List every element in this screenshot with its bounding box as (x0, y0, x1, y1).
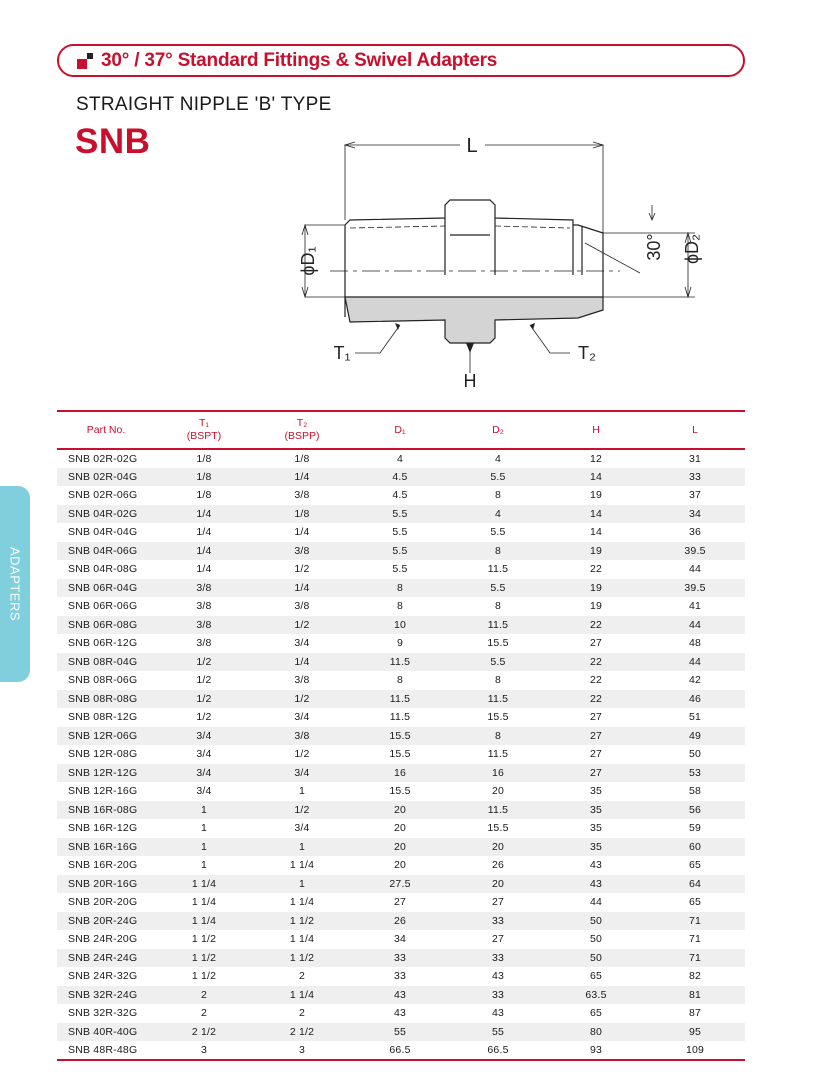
table-row (57, 671, 745, 690)
cell-l: 39.5 (645, 579, 745, 598)
cell-l: 58 (688, 785, 702, 798)
cell-l: 109 (645, 1041, 745, 1060)
cell-d1: 43 (351, 986, 449, 1005)
table-row (57, 597, 745, 616)
label-T1: T₁ (333, 343, 351, 363)
cell-t2: 3/8 (294, 674, 310, 687)
cell-d1: 15.5 (389, 748, 411, 761)
header-t2-label: T₂ (296, 417, 308, 429)
cell-t1: 3/4 (196, 785, 212, 798)
cell-t1: 1/4 (155, 505, 253, 524)
cell-h: 35 (547, 801, 645, 820)
cell-t1: 1 (155, 838, 253, 857)
cell-h: 22 (547, 653, 645, 672)
cell-d1: 26 (351, 912, 449, 931)
cell-part-no: SNB 06R-12G (68, 637, 138, 650)
cell-d1: 5.5 (351, 542, 449, 561)
cell-d2: 11.5 (487, 563, 509, 576)
cell-h: 27 (547, 727, 645, 746)
cell-l: 60 (645, 838, 745, 857)
table-row (57, 523, 745, 542)
cell-t1: 1/4 (155, 542, 253, 561)
section-squares-icon (77, 53, 93, 69)
section-title: 30° / 37° Standard Fittings & Swivel Adapters (101, 49, 498, 71)
cell-l: 34 (645, 505, 745, 524)
cell-t1: 3/4 (155, 764, 253, 783)
cell-t2: 1 (298, 785, 306, 798)
cell-t2: 1 1/4 (289, 933, 315, 946)
table-row (57, 708, 745, 727)
cell-t1: 1/8 (196, 489, 212, 502)
cell-t2: 1/2 (253, 690, 351, 709)
cell-d2: 27 (491, 896, 505, 909)
cell-t2: 1 1/4 (289, 896, 315, 909)
cell-d2: 20 (449, 838, 547, 857)
cell-t2: 3 (253, 1041, 351, 1060)
cell-d1: 5.5 (351, 505, 449, 524)
cell-l: 44 (645, 653, 745, 672)
cell-t1: 3/4 (196, 748, 212, 761)
table-body (57, 449, 745, 1060)
table-row (57, 838, 745, 857)
cell-part-no: SNB 16R-20G (68, 859, 138, 872)
cell-t1: 1 1/4 (155, 875, 253, 894)
cell-l: 46 (645, 690, 745, 709)
table-row (57, 930, 745, 949)
section-banner (57, 44, 745, 77)
cell-t2: 1/4 (294, 526, 310, 539)
cell-d2: 16 (449, 764, 547, 783)
table-row (57, 856, 745, 875)
cell-h: 14 (547, 468, 645, 487)
cell-h: 44 (589, 896, 603, 909)
cell-part-no: SNB 20R-20G (68, 896, 138, 909)
table-row (57, 893, 745, 912)
cell-d2: 55 (449, 1023, 547, 1042)
cell-t1: 2 1/2 (155, 1023, 253, 1042)
cell-h: 27 (589, 637, 603, 650)
cell-part-no: SNB 08R-08G (57, 690, 155, 709)
cell-l: 82 (688, 970, 702, 983)
cell-t1: 1/2 (196, 711, 212, 724)
cell-h: 50 (547, 912, 645, 931)
cell-d2: 5.5 (449, 579, 547, 598)
table-row (57, 616, 745, 635)
header-d1: D₁ (351, 411, 449, 449)
cell-part-no: SNB 08R-12G (68, 711, 138, 724)
cell-t1: 1 1/2 (191, 933, 217, 946)
cell-d2: 43 (491, 1007, 505, 1020)
table-row (57, 1004, 745, 1023)
header-t2-sub: (BSPP) (284, 430, 320, 442)
cell-d2: 66.5 (449, 1041, 547, 1060)
cell-d1: 5.5 (392, 563, 408, 576)
cell-l: 50 (688, 748, 702, 761)
cell-d2: 8 (449, 542, 547, 561)
cell-h: 14 (589, 526, 603, 539)
table-header-row (57, 411, 745, 449)
cell-h: 65 (589, 1007, 603, 1020)
cell-part-no: SNB 32R-24G (57, 986, 155, 1005)
cell-part-no: SNB 12R-06G (57, 727, 155, 746)
cell-t1: 1 1/4 (191, 896, 217, 909)
cell-l: 42 (688, 674, 702, 687)
cell-d1: 27.5 (351, 875, 449, 894)
product-subtitle: STRAIGHT NIPPLE 'B' TYPE (76, 94, 332, 115)
cell-d1: 15.5 (389, 785, 411, 798)
cell-part-no: SNB 06R-06G (68, 600, 138, 613)
table-row (57, 505, 745, 524)
cell-part-no: SNB 24R-24G (57, 949, 155, 968)
cell-t2: 2 1/2 (253, 1023, 351, 1042)
cell-t1: 3/8 (155, 616, 253, 635)
cell-h: 19 (547, 542, 645, 561)
cell-h: 19 (547, 579, 645, 598)
cell-d1: 11.5 (351, 690, 449, 709)
cell-d1: 66.5 (351, 1041, 449, 1060)
cell-h: 93 (547, 1041, 645, 1060)
cell-l: 36 (688, 526, 702, 539)
cell-t2: 3/4 (253, 764, 351, 783)
cell-t2: 1 1/4 (289, 859, 315, 872)
cell-d1: 15.5 (351, 727, 449, 746)
cell-l: 41 (688, 600, 702, 613)
cell-d2: 5.5 (449, 468, 547, 487)
cell-l: 33 (645, 468, 745, 487)
cell-d1: 20 (393, 822, 407, 835)
cell-h: 22 (589, 563, 603, 576)
cell-h: 43 (547, 875, 645, 894)
cell-t1: 3 (155, 1041, 253, 1060)
cell-l: 65 (688, 896, 702, 909)
cell-d2: 15.5 (487, 822, 509, 835)
cell-d2: 8 (494, 674, 502, 687)
header-t1 (155, 411, 253, 449)
cell-t2: 3/8 (294, 489, 310, 502)
cell-part-no: SNB 12R-12G (57, 764, 155, 783)
cell-d1: 4.5 (351, 468, 449, 487)
cell-part-no: SNB 12R-08G (68, 748, 138, 761)
cell-part-no: SNB 02R-02G (68, 452, 138, 465)
cell-h: 27 (589, 711, 603, 724)
cell-h: 22 (589, 674, 603, 687)
cell-d1: 8 (396, 600, 404, 613)
table-row (57, 486, 745, 505)
table-row (57, 449, 745, 468)
cell-t1: 3/8 (196, 637, 212, 650)
cell-d2: 26 (491, 859, 505, 872)
cell-d1: 9 (396, 637, 404, 650)
cell-d2: 15.5 (487, 637, 509, 650)
cell-part-no: SNB 02R-06G (68, 489, 138, 502)
cell-l: 49 (645, 727, 745, 746)
side-tab-label: ADAPTERS (7, 546, 23, 622)
cell-h: 27 (589, 748, 603, 761)
cell-d1: 20 (351, 838, 449, 857)
cell-d1: 11.5 (389, 711, 411, 724)
cell-part-no: SNB 20R-24G (57, 912, 155, 931)
cell-h: 14 (547, 505, 645, 524)
cell-d1: 8 (396, 674, 404, 687)
cell-h: 35 (547, 838, 645, 857)
cell-h: 80 (547, 1023, 645, 1042)
table-row (57, 690, 745, 709)
cell-t2: 1 (253, 838, 351, 857)
cell-l: 71 (645, 949, 745, 968)
cell-t2: 1/4 (253, 653, 351, 672)
cell-t2: 1 1/4 (253, 986, 351, 1005)
cell-h: 19 (589, 600, 603, 613)
cell-t2: 1/2 (294, 563, 310, 576)
cell-t2: 3/8 (253, 727, 351, 746)
cell-t2: 1 1/2 (253, 912, 351, 931)
cell-t2: 1/8 (294, 452, 310, 465)
header-d2: D₂ (449, 411, 547, 449)
header-t1-sub: (BSPT) (186, 430, 222, 442)
cell-d2: 33 (449, 949, 547, 968)
cell-h: 65 (589, 970, 603, 983)
label-angle: 30° (644, 233, 664, 261)
cell-d1: 34 (393, 933, 407, 946)
header-t1-label: T₁ (199, 417, 209, 429)
cell-t1: 3/8 (196, 600, 212, 613)
side-tab[interactable] (0, 486, 30, 682)
cell-t1: 1/4 (196, 563, 212, 576)
cell-d2: 11.5 (449, 801, 547, 820)
cell-t2: 1 1/2 (253, 949, 351, 968)
table-row (57, 579, 745, 598)
cell-part-no: SNB 32R-32G (68, 1007, 138, 1020)
header-l: L (645, 411, 745, 449)
cell-d2: 15.5 (487, 711, 509, 724)
cell-h: 50 (589, 933, 603, 946)
cell-d2: 11.5 (449, 616, 547, 635)
cell-part-no: SNB 04R-02G (57, 505, 155, 524)
cell-t1: 2 (155, 986, 253, 1005)
cell-d2: 8 (494, 489, 502, 502)
cell-part-no: SNB 08R-06G (68, 674, 138, 687)
cell-t2: 1/2 (253, 616, 351, 635)
table-row (57, 653, 745, 672)
cell-d2: 11.5 (487, 748, 509, 761)
table-row (57, 542, 745, 561)
cell-l: 64 (645, 875, 745, 894)
cell-d1: 27 (393, 896, 407, 909)
cell-l: 59 (688, 822, 702, 835)
cell-d1: 33 (393, 970, 407, 983)
label-H: H (463, 371, 477, 391)
cell-d2: 8 (494, 600, 502, 613)
cell-h: 35 (589, 785, 603, 798)
cell-l: 71 (645, 912, 745, 931)
cell-t1: 1/8 (155, 468, 253, 487)
cell-l: 65 (688, 859, 702, 872)
cell-t2: 1 (253, 875, 351, 894)
cell-l: 48 (688, 637, 702, 650)
cell-l: 39.5 (645, 542, 745, 561)
cell-d2: 4 (449, 505, 547, 524)
header-part-no: Part No. (57, 411, 155, 449)
cell-t2: 1/2 (294, 748, 310, 761)
table-row (57, 949, 745, 968)
cell-d1: 16 (351, 764, 449, 783)
cell-d1: 33 (351, 949, 449, 968)
cell-part-no: SNB 20R-16G (57, 875, 155, 894)
cell-d2: 8 (449, 727, 547, 746)
cell-part-no: SNB 04R-04G (68, 526, 138, 539)
cell-t1: 1/2 (155, 690, 253, 709)
cell-d2: 33 (449, 912, 547, 931)
cell-t1: 1 (200, 859, 208, 872)
cell-h: 27 (547, 764, 645, 783)
cell-t1: 1/2 (155, 653, 253, 672)
cell-t2: 1/2 (253, 801, 351, 820)
table-row (57, 782, 745, 801)
cell-d1: 20 (351, 801, 449, 820)
cell-d2: 4 (494, 452, 502, 465)
cell-d2: 27 (491, 933, 505, 946)
cell-t2: 3/8 (294, 600, 310, 613)
cell-t1: 1 1/4 (155, 912, 253, 931)
cell-part-no: SNB 08R-04G (57, 653, 155, 672)
fitting-diagram (290, 125, 730, 395)
cell-l: 44 (645, 616, 745, 635)
cell-h: 22 (547, 690, 645, 709)
table-row (57, 560, 745, 579)
cell-t2: 1/8 (253, 505, 351, 524)
cell-part-no: SNB 48R-48G (57, 1041, 155, 1060)
cell-t2: 1/4 (253, 468, 351, 487)
table-row (57, 801, 745, 820)
table-row (57, 468, 745, 487)
cell-t2: 3/8 (253, 542, 351, 561)
cell-t2: 3/4 (294, 637, 310, 650)
cell-t1: 1/8 (196, 452, 212, 465)
cell-d2: 5.5 (490, 526, 506, 539)
cell-t1: 1 (155, 801, 253, 820)
cell-h: 19 (589, 489, 603, 502)
cell-d1: 20 (393, 859, 407, 872)
table-row (57, 1041, 745, 1060)
spec-table (57, 410, 745, 1061)
table-row (57, 1023, 745, 1042)
cell-t1: 1 1/2 (155, 949, 253, 968)
table-row (57, 764, 745, 783)
table-row (57, 745, 745, 764)
table-row (57, 634, 745, 653)
cell-d2: 43 (491, 970, 505, 983)
cell-l: 56 (645, 801, 745, 820)
cell-part-no: SNB 06R-04G (57, 579, 155, 598)
table-row (57, 727, 745, 746)
cell-part-no: SNB 04R-08G (68, 563, 138, 576)
cell-h: 63.5 (547, 986, 645, 1005)
cell-t2: 3/4 (294, 822, 310, 835)
header-h: H (547, 411, 645, 449)
header-t2 (253, 411, 351, 449)
cell-l: 37 (688, 489, 702, 502)
cell-h: 22 (547, 616, 645, 635)
cell-t2: 3/4 (294, 711, 310, 724)
cell-t1: 2 (200, 1007, 208, 1020)
cell-part-no: SNB 16R-12G (68, 822, 138, 835)
cell-l: 87 (688, 1007, 702, 1020)
cell-part-no: SNB 24R-20G (68, 933, 138, 946)
cell-d2: 20 (491, 785, 505, 798)
cell-d2: 11.5 (449, 690, 547, 709)
cell-t1: 3/8 (155, 579, 253, 598)
cell-l: 31 (688, 452, 702, 465)
label-D1: ϕD₁ (298, 246, 318, 276)
cell-d1: 8 (351, 579, 449, 598)
cell-part-no: SNB 16R-16G (57, 838, 155, 857)
cell-d1: 4 (396, 452, 404, 465)
cell-d1: 4.5 (392, 489, 408, 502)
cell-part-no: SNB 02R-04G (57, 468, 155, 487)
cell-t1: 3/4 (155, 727, 253, 746)
table-row (57, 986, 745, 1005)
cell-h: 50 (547, 949, 645, 968)
cell-d1: 11.5 (351, 653, 449, 672)
product-code: SNB (75, 122, 151, 161)
table-row (57, 819, 745, 838)
cell-t2: 2 (298, 970, 306, 983)
cell-t1: 1/2 (196, 674, 212, 687)
label-D2: ϕD₂ (682, 233, 702, 265)
cell-d1: 43 (393, 1007, 407, 1020)
cell-l: 51 (688, 711, 702, 724)
cell-d2: 33 (449, 986, 547, 1005)
cell-l: 71 (688, 933, 702, 946)
cell-t2: 1/4 (253, 579, 351, 598)
cell-t1: 1 (200, 822, 208, 835)
cell-part-no: SNB 16R-08G (57, 801, 155, 820)
cell-d2: 5.5 (449, 653, 547, 672)
cell-l: 53 (645, 764, 745, 783)
cell-d1: 55 (351, 1023, 449, 1042)
table-row (57, 875, 745, 894)
cell-h: 12 (589, 452, 603, 465)
table-row (57, 912, 745, 931)
cell-t2: 2 (298, 1007, 306, 1020)
table-row (57, 967, 745, 986)
label-L: L (466, 135, 478, 157)
cell-part-no: SNB 12R-16G (68, 785, 138, 798)
cell-l: 44 (688, 563, 702, 576)
cell-d1: 5.5 (392, 526, 408, 539)
cell-part-no: SNB 06R-08G (57, 616, 155, 635)
cell-l: 95 (645, 1023, 745, 1042)
cell-h: 43 (589, 859, 603, 872)
cell-d2: 20 (449, 875, 547, 894)
cell-part-no: SNB 24R-32G (68, 970, 138, 983)
cell-d1: 10 (351, 616, 449, 635)
label-T2: T₂ (578, 343, 596, 363)
cell-part-no: SNB 40R-40G (57, 1023, 155, 1042)
cell-t1: 1/4 (196, 526, 212, 539)
cell-part-no: SNB 04R-06G (57, 542, 155, 561)
cell-h: 35 (589, 822, 603, 835)
cell-t1: 1 1/2 (191, 970, 217, 983)
cell-l: 81 (645, 986, 745, 1005)
